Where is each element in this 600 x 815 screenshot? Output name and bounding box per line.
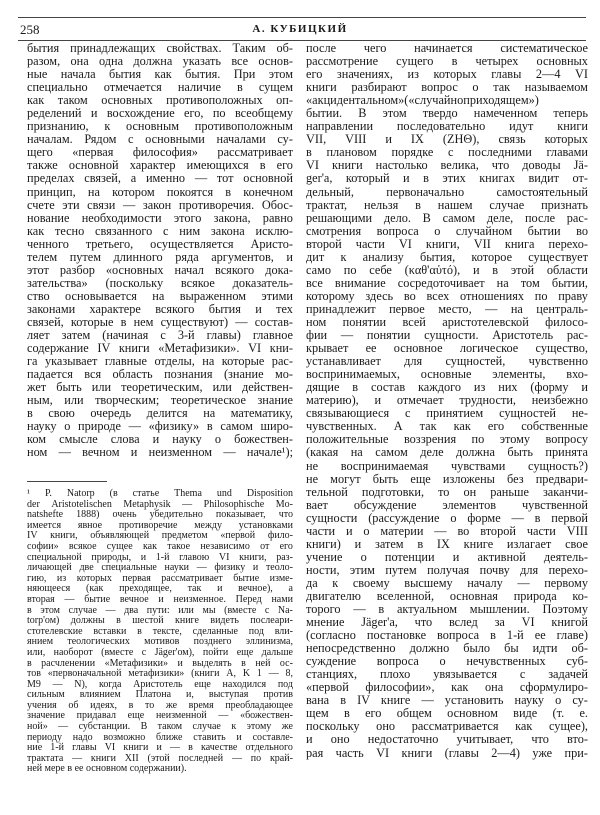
text-line: рассмотрение сущего в четырех основных bbox=[306, 54, 588, 69]
text-line: ченного третьего, осуществляется Аристо- bbox=[27, 236, 293, 251]
text-line: непосредственно должно было бы идти об- bbox=[306, 641, 588, 656]
text-line: после чего начинается систематическое bbox=[306, 41, 588, 55]
text-line: (согласно постановке вопроса в 1-й ее главе) bbox=[306, 628, 588, 643]
text-line: принцип, на котором покоятся в конечном bbox=[27, 184, 293, 199]
text-line: ные начала бытия как бытия. При этом bbox=[27, 67, 293, 82]
text-line: (какая на самом деле должна быть принята bbox=[306, 445, 588, 460]
text-line: в плановом порядке с последними главами bbox=[306, 145, 588, 160]
text-line: бытии. В этом твердо намеченном теперь bbox=[306, 106, 588, 121]
text-line: M9 — N), когда Аристотель еще находился под bbox=[27, 678, 293, 690]
text-line: ляет затем (начиная с 3-й главы) главное bbox=[27, 328, 293, 343]
text-line: имеется явное противоречие между установками bbox=[27, 519, 293, 531]
text-line: законами характере всякого бытия и тех bbox=[27, 301, 293, 316]
text-line: IV книги, объявляющей предметом «первой фило- bbox=[27, 530, 293, 542]
text-line: щем в его общем основном виде (т. е. bbox=[306, 706, 588, 721]
text-line: поскольку оно рассматривается как сущее), bbox=[306, 719, 588, 734]
header-top-rule bbox=[18, 17, 586, 18]
footnote-rule bbox=[27, 481, 107, 482]
text-line: периоду надо возможно ближе ставить и составле- bbox=[27, 731, 293, 743]
text-line: зательства» (поскольку всякое доказатель- bbox=[27, 275, 293, 290]
text-line: материю), и отмечает трудности, неизбежно bbox=[306, 393, 588, 408]
left-column-text bbox=[27, 42, 293, 460]
text-line: чувственных. А так как его собственные bbox=[306, 419, 588, 434]
text-line: в расчленении «Метафизики» и выделять в ней ос- bbox=[27, 657, 293, 669]
text-line: «первой философии», как она сформулиро- bbox=[306, 680, 588, 695]
text-line: ределений и восхождение его, по всеобщему bbox=[27, 106, 293, 121]
text-line: воспринимаемых, основные элементы, вхо- bbox=[306, 367, 588, 382]
text-line: natshefte 1888) очень убедительно показывает, что bbox=[27, 509, 293, 521]
text-line: torp'ом) должны в шестой книге видеть послеари- bbox=[27, 615, 293, 627]
text-line: личающей две специальные науки — физику и теоло- bbox=[27, 562, 293, 574]
text-line: рая часть VI книги (главы 2—4) уже при- bbox=[306, 745, 588, 760]
text-line: der Aristotelischen Metaphysik — Philosophische Mo- bbox=[27, 498, 293, 510]
text-line: связей, которые в нем существуют) — состав- bbox=[27, 314, 293, 329]
text-line: сильным влиянием Платона и, выступая против bbox=[27, 689, 293, 701]
running-title: А. КУБИЦКИЙ bbox=[252, 23, 348, 35]
text-line: признанию, к основным противоположным bbox=[27, 119, 293, 134]
text-line: части и о материи — во второй части VIII bbox=[306, 523, 588, 538]
text-line: трактат, нельзя в нашем случае признать bbox=[306, 197, 588, 212]
text-line: или, наоборот (вместе с Jäger'ом), пойти еще дальше bbox=[27, 646, 293, 658]
text-line: устанавливает для сущностей, чувственно bbox=[306, 354, 588, 369]
text-line: не воспринимаемая чувствами сущность?) bbox=[306, 458, 588, 473]
text-line: все внимание сосредоточивает на том бытии, bbox=[306, 275, 588, 290]
text-line: тов «первоначальной метафизики» (книги A, K 1 — 8, bbox=[27, 668, 293, 680]
text-line: вторая — бытие вечное и неизменное. Перед нами bbox=[27, 593, 293, 605]
footnote bbox=[27, 489, 293, 775]
text-line: вана в IV книге — установить науку о су- bbox=[306, 693, 588, 708]
text-line: этот разбор «основных начал всякого дока- bbox=[27, 262, 293, 277]
text-line: ном — вечном и неизменном — начале¹); bbox=[27, 445, 293, 460]
text-line: и оно недостаточно учитывает, что вто- bbox=[306, 732, 588, 747]
text-line: смотрения вопроса о случайном бытии во bbox=[306, 223, 588, 238]
text-line: принадлежит первое место, — на централь- bbox=[306, 301, 588, 316]
text-line: книги) и затем в IX книге излагает свое bbox=[306, 536, 588, 551]
text-line: падается вся область познания (знание мо- bbox=[27, 367, 293, 382]
text-line: гию, из которых первая рассматривает бытие изме- bbox=[27, 572, 293, 584]
text-line: второй части VI книги, VII книга перехо- bbox=[306, 236, 588, 251]
text-line: да к своему высшему началу — первому bbox=[306, 575, 588, 590]
text-line: телем путем длинного ряда аргументов, и bbox=[27, 249, 293, 264]
text-line: ной» — субстанции. В таком случае к этому же bbox=[27, 721, 293, 733]
text-line: ности, этим путем получая почву для перехо- bbox=[306, 562, 588, 577]
text-line: специально отмечается наличие в сущем bbox=[27, 80, 293, 95]
text-line: ние 1-й главы VI книги и — в качестве отдельного bbox=[27, 742, 293, 754]
text-line: няющееся (как преходящее, так и вечное), а bbox=[27, 583, 293, 595]
text-line: торого — в актуальном мышлении. Поэтому bbox=[306, 602, 588, 617]
text-line: мнение Jäger'а, что вслед за VI книгой bbox=[306, 615, 588, 630]
text-line: крывает ее основное логическое существо, bbox=[306, 341, 588, 356]
text-line: книги разбирают вопрос о так называемом bbox=[306, 80, 588, 95]
text-line: как таком основных противоположных оп- bbox=[27, 93, 293, 108]
text-line: стотелевские вставки в тексте, сделанные под вли- bbox=[27, 625, 293, 637]
text-line: ней мере в ее основном содержании). bbox=[27, 763, 187, 775]
text-line: учение о потенции и активной деятель- bbox=[306, 549, 588, 564]
page-number: 258 bbox=[20, 22, 40, 37]
text-line: «акцидентальном»(«случайноприходящем») bbox=[306, 93, 539, 108]
text-line: янием теологических мотивов позднего эллинизма, bbox=[27, 636, 293, 648]
text-line: его значениях, из которых главы 2—4 VI bbox=[306, 67, 588, 82]
text-line: само по себе (καθ'αὑτό), и в этой области bbox=[306, 262, 588, 277]
text-line: пределах связей, а именно — тот основной bbox=[27, 171, 293, 186]
text-line: в этом случае — два пути: или мы (вместе с Na- bbox=[27, 604, 293, 616]
text-line: учения об идеях, в то же время преобладающее bbox=[27, 699, 293, 711]
text-line: сущности (рассуждение о форме — в первой bbox=[306, 510, 588, 525]
right-column-text bbox=[306, 42, 588, 760]
text-line: софии» всякое сущее как такое независимо от его bbox=[27, 540, 293, 552]
text-line: бытия принадлежащих свойствах. Таким об- bbox=[27, 41, 293, 55]
text-line: фии — понятии сущности. Аристотель рас- bbox=[306, 328, 588, 343]
text-line: также основной характер имеющихся в его bbox=[27, 158, 293, 173]
text-line: ном понятии всей аристотелевской филосо- bbox=[306, 314, 588, 329]
text-line: значение придавал еще неизменной — «божествен- bbox=[27, 710, 293, 722]
text-line: тельной подготовки, то он раньше заканчи- bbox=[306, 484, 588, 499]
text-line: жет быть или теоретическим, или действен- bbox=[27, 380, 293, 395]
text-line: дящие в состав каждого из них (форму и bbox=[306, 380, 588, 395]
text-line: в свою очередь делится на математику, bbox=[27, 406, 293, 421]
text-line: VII, VIII и IX (ZHΘ), связь которых bbox=[306, 132, 588, 147]
text-line: разом, она одна должна указать все основ- bbox=[27, 54, 293, 69]
text-line: положительные воззрения по этому вопросу bbox=[306, 432, 588, 447]
text-line: суждение вопроса о нечувственных суб- bbox=[306, 654, 588, 669]
text-line: дит к анализу бытия, которое существует bbox=[306, 249, 588, 264]
text-line: станциях, плохо увязывается с задачей bbox=[306, 667, 588, 682]
text-line: как тесно связанного с ним закона исклю- bbox=[27, 223, 293, 238]
text-line: ным, или творческим; теоретическое знание bbox=[27, 393, 293, 408]
text-line: науку о природе — «физику» в самом широ- bbox=[27, 419, 293, 434]
text-line: направлении последовательно идут книги bbox=[306, 119, 588, 134]
text-line: ¹ P. Natorp (в статье Thema und Disposition bbox=[27, 488, 293, 499]
text-line: связывающиеся с принятием сущностей не- bbox=[306, 406, 588, 421]
text-line: вает обсуждение элементов чувственной bbox=[306, 497, 588, 512]
text-line: содержание IV книги «Метафизики». VI кни- bbox=[27, 341, 293, 356]
text-line: га указывает главные отделы, на которые рас- bbox=[27, 354, 293, 369]
text-line: которому здесь во всех отношениях по праву bbox=[306, 288, 588, 303]
text-line: трактата — книги XII (этой последней — по край- bbox=[27, 752, 293, 764]
text-line: началам. Рядом с основными началами су- bbox=[27, 132, 293, 147]
text-line: VI книги настолько велика, что доводы Jä- bbox=[306, 158, 588, 173]
text-line: не могут быть еще изложены без предвари- bbox=[306, 471, 588, 486]
text-line: нование необходимости этого закона, равно bbox=[27, 210, 293, 225]
text-line: специальной природы, и 1-й главою VI книги, раз- bbox=[27, 551, 293, 563]
text-line: решающими дело. В самом деле, после рас- bbox=[306, 210, 588, 225]
text-line: двигателю вселенной, основная природа ко- bbox=[306, 588, 588, 603]
text-line: ger'а, который и в этих книгах видит от- bbox=[306, 171, 588, 186]
text-line: ство основывается на выраженном этими bbox=[27, 288, 293, 303]
text-line: ком смысле слова и науку о божествен- bbox=[27, 432, 293, 447]
text-line: дельный, первоначально самостоятельный bbox=[306, 184, 588, 199]
text-line: щего «первая философия» рассматривает bbox=[27, 145, 293, 160]
text-line: счете эти связи — закон противоречия. Обос- bbox=[27, 197, 293, 212]
